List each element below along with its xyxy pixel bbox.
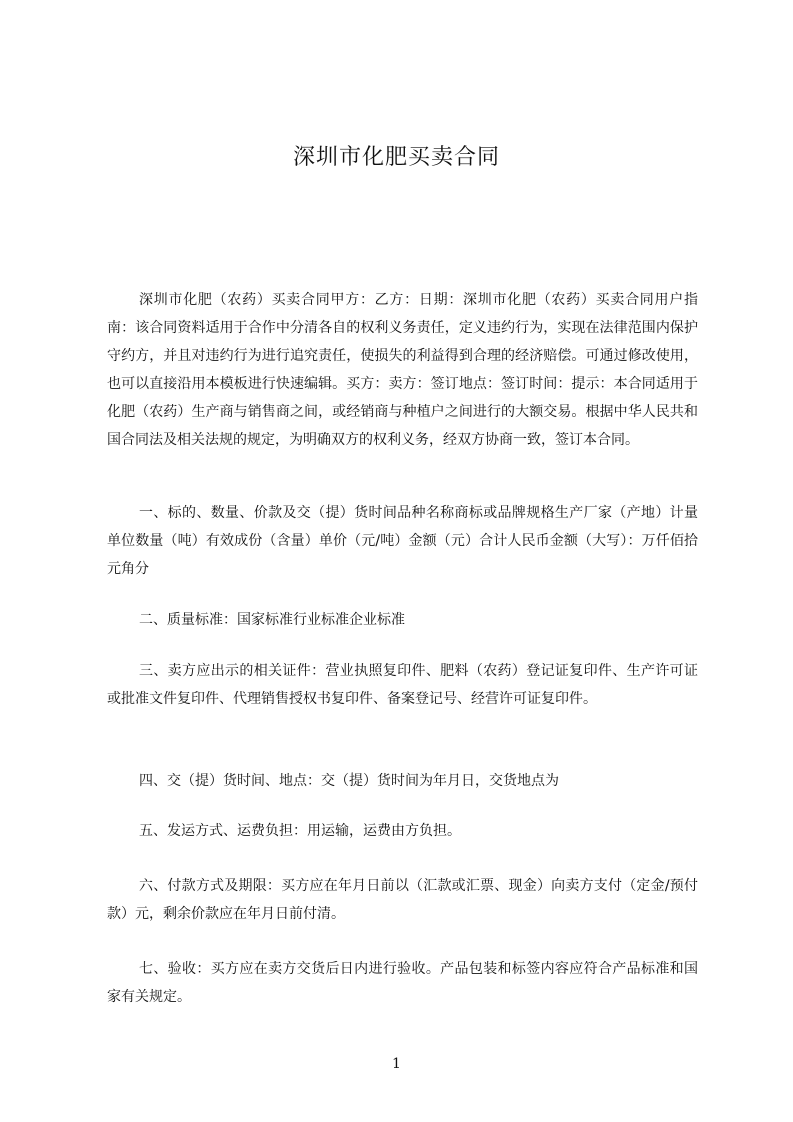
paragraph-clause-4: 四、交（提）货时间、地点：交（提）货时间为年月日，交货地点为 bbox=[139, 773, 559, 789]
paragraph-clause-5: 五、发运方式、运费负担：用运输，运费由方负担。 bbox=[139, 823, 461, 839]
paragraph-clause-1: 一、标的、数量、价款及交（提）货时间品种名称商标或品牌规格生产厂家（产地）计量单位数量（吨）有效成份（含量）单价（元/吨）金额（元）合计人民币金额（大写）：万仟佰拾元角分 bbox=[107, 505, 698, 577]
document-title: 深圳市化肥买卖合同 bbox=[292, 145, 500, 170]
paragraph-clause-2: 二、质量标准：国家标准行业标准企业标准 bbox=[139, 612, 405, 628]
page-number: 1 bbox=[392, 1056, 401, 1072]
paragraph-intro: 深圳市化肥（农药）买卖合同甲方：乙方：日期：深圳市化肥（农药）买卖合同用户指南：该合同资料适用于合作中分清各自的权利义务责任，定义违约行为，实现在法律范围内保护守约方，并且对违约行为进行追究责任，使损失的利益得到合理的经济赔偿。可通过修改使用，也可以直接沿用本模板进行快速编辑。买方：卖方：签订地点：签订时间：提示：本合同适用于化肥（农药）生产商与销售商之间，或经销商与种植户之间进行的大额交易。根据中华人民共和国合同法及相关法规的规定，为明确双方的权利义务，经双方协商一致，签订本合同。 bbox=[107, 292, 698, 448]
paragraph-clause-3: 三、卖方应出示的相关证件：营业执照复印件、肥料（农药）登记证复印件、生产许可证或批准文件复印件、代理销售授权书复印件、备案登记号、经营许可证复印件。 bbox=[107, 663, 698, 707]
paragraph-clause-6: 六、付款方式及期限：买方应在年月日前以（汇款或汇票、现金）向卖方支付（定金/预付款）元，剩余价款应在年月日前付清。 bbox=[107, 878, 698, 922]
paragraph-clause-7: 七、验收：买方应在卖方交货后日内进行验收。产品包装和标签内容应符合产品标准和国家有关规定。 bbox=[107, 961, 698, 1005]
